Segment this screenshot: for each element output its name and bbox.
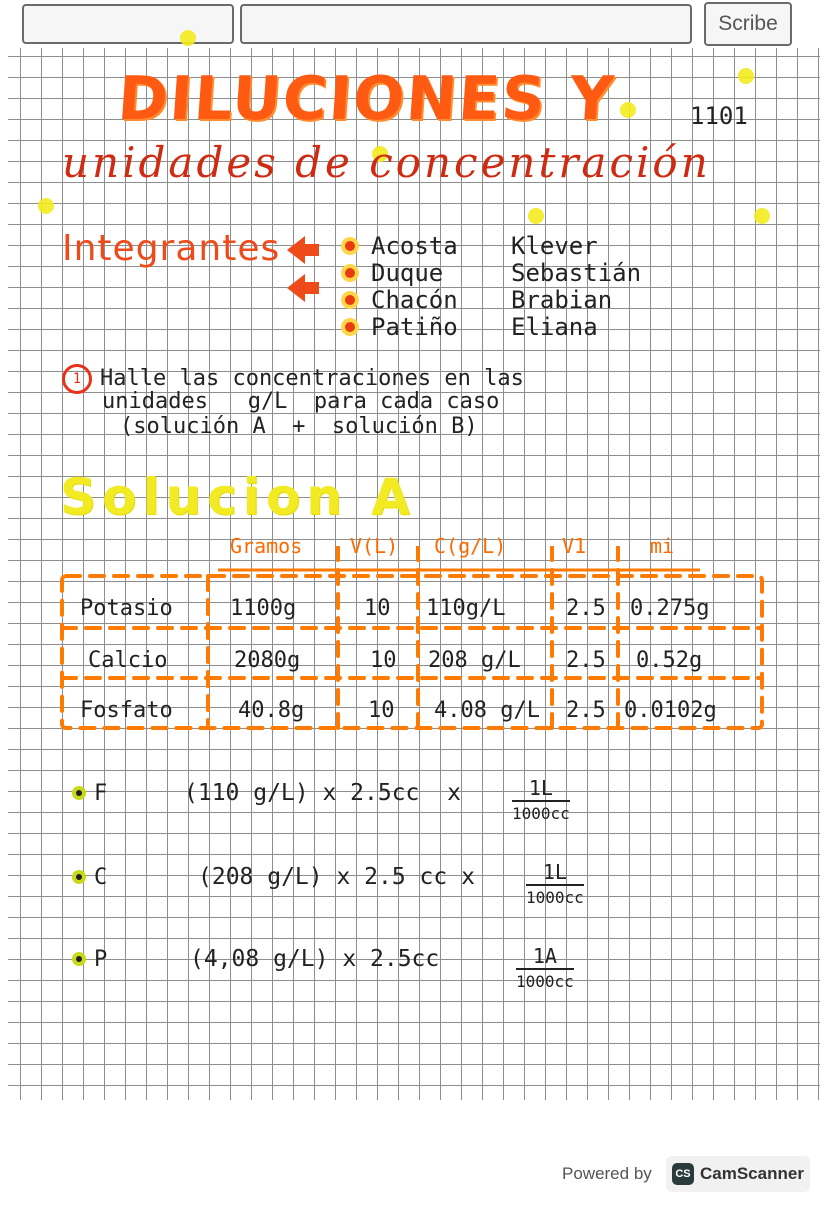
powered-by-text: Powered by bbox=[562, 1164, 652, 1183]
list-item bbox=[345, 232, 641, 259]
scanner-footer bbox=[0, 1152, 828, 1196]
column-header: V(L) bbox=[350, 534, 399, 558]
calculation-row bbox=[72, 864, 475, 890]
fraction bbox=[512, 776, 570, 823]
table-cell: 10 bbox=[364, 596, 391, 621]
page-subtitle: unidades de concentración bbox=[62, 138, 711, 187]
calc-expression: (4,08 g/L) x 2.5cc bbox=[190, 946, 440, 972]
yellow-dot-decoration bbox=[620, 102, 636, 118]
calc-expression: (208 g/L) x 2.5 cc x bbox=[198, 864, 475, 890]
prompt-text: unidades g/L para cada caso bbox=[102, 389, 500, 414]
table-cell: 40.8g bbox=[238, 698, 305, 723]
column-header: V1 bbox=[562, 534, 587, 558]
prompt-line bbox=[62, 364, 524, 389]
bullet-icon bbox=[72, 786, 86, 800]
calc-label: C bbox=[94, 864, 108, 890]
header-left-box bbox=[22, 4, 234, 44]
bullet-icon bbox=[72, 870, 86, 884]
table-cell: Calcio bbox=[88, 648, 168, 673]
table-cell: 0.275g bbox=[630, 596, 710, 621]
calc-expression: (110 g/L) x 2.5cc x bbox=[184, 780, 461, 806]
header-name-box bbox=[240, 4, 692, 44]
calc-label: F bbox=[94, 780, 108, 806]
number-circle-icon: 1 bbox=[62, 364, 92, 394]
list-item bbox=[345, 313, 641, 340]
fraction-numerator: 1A bbox=[516, 944, 574, 970]
course-number: 1101 bbox=[690, 102, 748, 130]
prompt-text: Halle las concentraciones en las bbox=[100, 366, 524, 391]
member-first-name: Patiño bbox=[371, 312, 458, 341]
fraction bbox=[516, 944, 574, 991]
table-cell: 0.0102g bbox=[624, 698, 717, 723]
calculation-row bbox=[72, 780, 461, 806]
calc-label: P bbox=[94, 946, 108, 972]
member-first-name: Duque bbox=[371, 258, 444, 287]
table-cell: 208 g/L bbox=[428, 648, 521, 673]
prompt-line bbox=[62, 389, 524, 414]
table-cell: 2.5 bbox=[566, 596, 606, 621]
column-header: Gramos bbox=[230, 534, 303, 558]
yellow-dot-decoration bbox=[738, 68, 754, 84]
member-last-name: Sebastián bbox=[511, 258, 642, 287]
member-last-name: Klever bbox=[511, 231, 598, 260]
fraction-numerator: 1L bbox=[512, 776, 570, 802]
column-header: C(g/L) bbox=[434, 534, 507, 558]
members-label: Integrantes bbox=[62, 228, 281, 269]
prompt-text: (solución A + solución B) bbox=[120, 414, 478, 439]
yellow-dot-decoration bbox=[180, 30, 196, 46]
fraction-denominator: 1000cc bbox=[512, 804, 570, 823]
table-cell: Potasio bbox=[80, 596, 173, 621]
double-arrow-icon bbox=[283, 232, 323, 306]
page-title: DILUCIONES Y bbox=[115, 64, 618, 134]
member-last-name: Brabian bbox=[511, 285, 613, 314]
table-cell: Fosfato bbox=[80, 698, 173, 723]
table-cell: 0.52g bbox=[636, 648, 703, 673]
camscanner-name: CamScanner bbox=[700, 1164, 804, 1183]
table-cell: 2080g bbox=[234, 648, 301, 673]
fraction-denominator: 1000cc bbox=[516, 972, 574, 991]
camscanner-icon: CS bbox=[672, 1163, 694, 1185]
members-list bbox=[345, 232, 641, 340]
fraction-numerator: 1L bbox=[526, 860, 584, 886]
list-item bbox=[345, 286, 641, 313]
camscanner-badge[interactable] bbox=[666, 1156, 810, 1192]
member-first-name: Chacón bbox=[371, 285, 458, 314]
table-cell: 10 bbox=[368, 698, 395, 723]
bullet-icon bbox=[345, 322, 355, 332]
table-cell: 2.5 bbox=[566, 698, 606, 723]
bullet-icon bbox=[72, 952, 86, 966]
bullet-icon bbox=[345, 268, 355, 278]
column-header: mi bbox=[650, 534, 675, 558]
scribe-logo: Scribe bbox=[704, 2, 792, 46]
table-cell: 4.08 g/L bbox=[434, 698, 540, 723]
fraction-denominator: 1000cc bbox=[526, 888, 584, 907]
table-cell: 10 bbox=[370, 648, 397, 673]
member-first-name: Acosta bbox=[371, 231, 458, 260]
member-last-name: Eliana bbox=[511, 312, 598, 341]
table-cell: 2.5 bbox=[566, 648, 606, 673]
table-cell: 1100g bbox=[230, 596, 297, 621]
yellow-dot-decoration bbox=[38, 198, 54, 214]
prompt-line bbox=[62, 414, 524, 439]
yellow-dot-decoration bbox=[528, 208, 544, 224]
bullet-icon bbox=[345, 295, 355, 305]
section-title: Solucion A bbox=[60, 468, 416, 526]
yellow-dot-decoration bbox=[754, 208, 770, 224]
bullet-icon bbox=[345, 241, 355, 251]
fraction bbox=[526, 860, 584, 907]
table-cell: 110g/L bbox=[426, 596, 506, 621]
list-item bbox=[345, 259, 641, 286]
exercise-prompt bbox=[62, 364, 524, 439]
calculation-row bbox=[72, 946, 439, 972]
